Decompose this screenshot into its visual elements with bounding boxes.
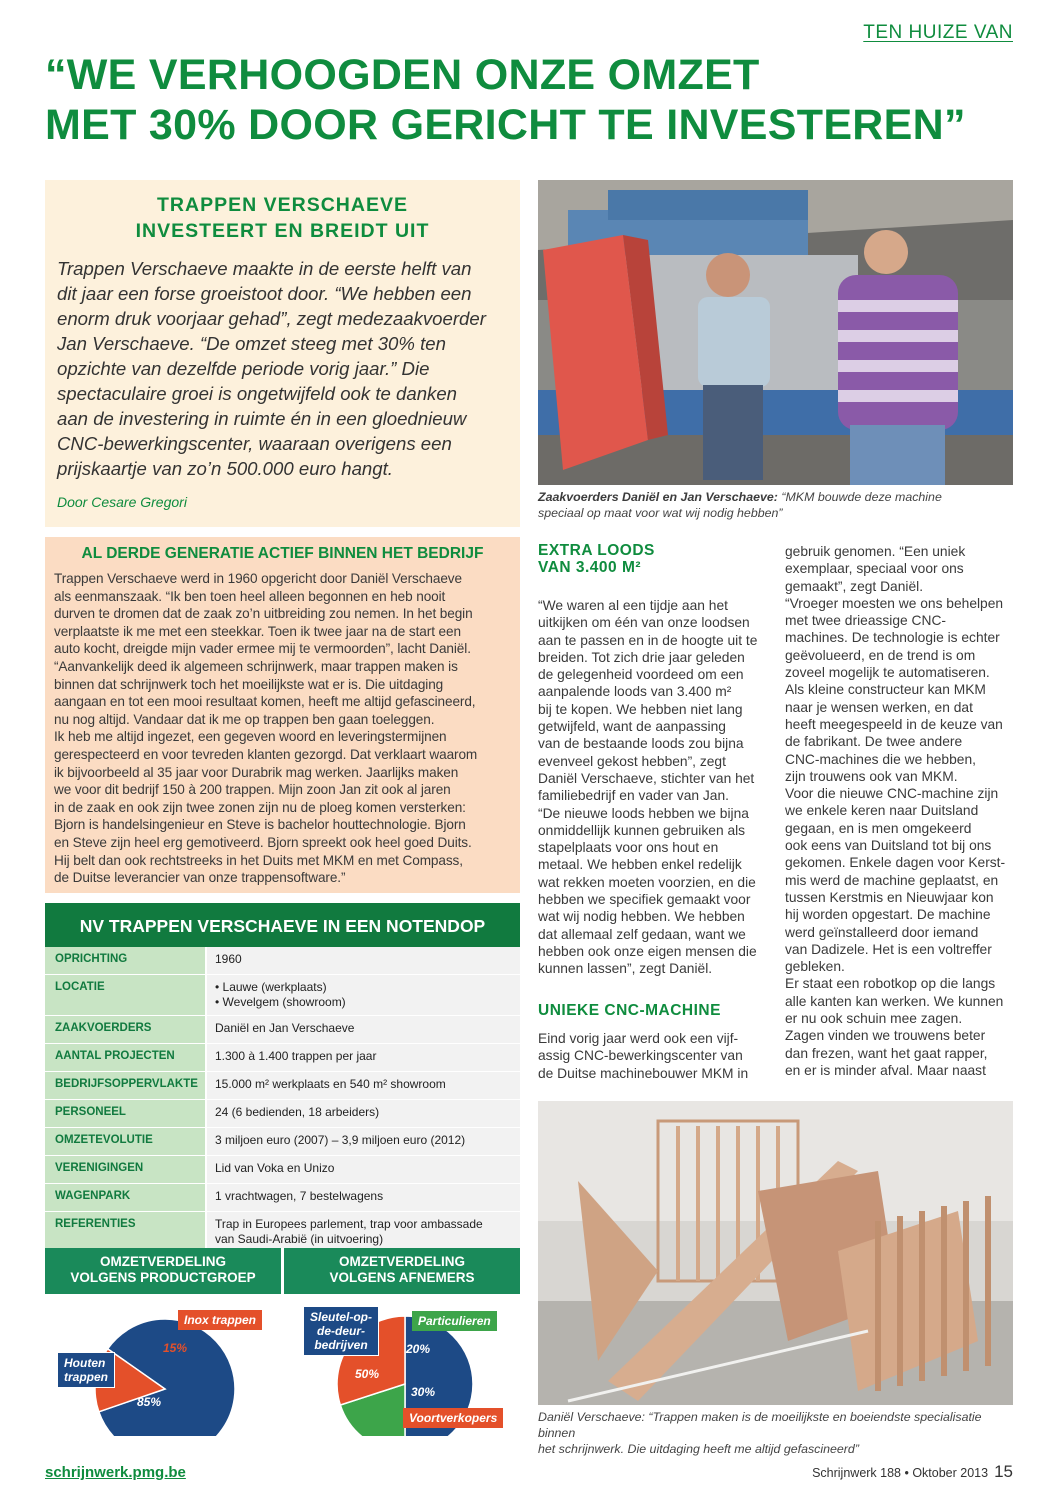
pie-area [45,1294,520,1436]
fact-value [207,1128,520,1155]
intro-text [57,256,512,481]
history-line: verplaatste ik me met een steekkar. Toen ik twee jaar na de start een [54,623,461,639]
intro-line: prijskaartje van zo’n 500.000 euro hangt. [57,458,393,479]
facts-title: NV TRAPPEN VERSCHAEVE IN EEN NOTENDOP [45,903,520,947]
col1-line: metaal. We hebben enkel redelijk [538,857,742,873]
fact-value [207,1100,520,1127]
col1-line: wat rekken moeten voorzien, en die [538,874,756,890]
fact-row [45,1128,520,1156]
fact-row [45,1044,520,1072]
col2-line: machines. De technologie is echter [785,630,1000,646]
caption-quote: “MKM bouwde deze machine [777,490,942,504]
fact-value-line: Daniël en Jan Verschaeve [215,1021,355,1035]
col2-line: geëvolueerd, en de trend is om [785,647,976,663]
section-tag: TEN HUIZE VAN [863,22,1013,43]
photo2-caption [538,1409,1013,1457]
intro-line: Jan Verschaeve. “De omzet steeg met 30% ten [57,333,446,354]
slice-label-line: bedrijven [314,1338,368,1352]
fact-label: AANTAL PROJECTEN [45,1044,205,1071]
slice-label-houten [57,1352,115,1388]
intro-line: opzichte van dezelfde periode vorig jaar.” Die [57,358,430,379]
col1-line: getwijfeld, want de aanpassing [538,719,726,735]
col1-line: aanpalende loods van 3.400 m² [538,684,732,700]
col2-line: exemplaar, speciaal voor ons [785,561,964,577]
col2-line: gegaan, en is men omgekeerd [785,820,972,836]
fact-value-line: 15.000 m² werkplaats en 540 m² showroom [215,1077,446,1091]
fact-value [207,1156,520,1183]
fact-row [45,1184,520,1212]
photo-machine-owners-image [538,180,1013,485]
history-line: de Duitse leverancier van onze trappensoftware.” [54,870,346,886]
photo-stairs [538,1101,1013,1405]
col2-line: gebruik genomen. “Een uniek [785,544,966,559]
col1-heading-line: VAN 3.400 M² [538,559,642,576]
col2-line: dan frezen, want het gaat rapper, [785,1045,988,1061]
history-line: nu nog altijd. Vandaar dat ik me op trappen ben gaan toeleggen. [54,711,435,727]
fact-value-line: Lid van Voka en Unizo [215,1161,335,1175]
value-label-50: 50% [355,1367,380,1381]
slice-label-line: trappen [64,1370,109,1384]
fact-label: OPRICHTING [45,947,205,974]
col1-line: Eind vorig jaar werd ook een vijf- [538,1031,739,1046]
facts-table [45,947,520,1257]
footer-issue-text: Schrijnwerk 188 • Oktober 2013 [812,1466,989,1480]
col2-line: ook eens van Duitsland tot bij ons [785,838,992,854]
col2-line: “Vroeger moesten we ons behelpen [785,595,1004,611]
col1-line: “De nieuwe loods hebben we bijna [538,805,749,821]
col2-line: van Dadizele. Het is een voltreffer [785,941,992,957]
history-line: binnen dat schrijnwerk toch het moeilijkste wat er is. Die uitdaging [54,676,444,692]
history-line: auto kocht, dreigde mijn vader ermee mij te vermoorden”, lacht Daniël. [54,641,471,657]
history-line: gerespecteerd en voor tevreden klanten gezorgd. Dat verklaart waarom [54,746,478,762]
value-label-30: 30% [411,1385,436,1399]
col1-line: wat wij nodig hebben. We hebben [538,909,745,925]
photo1-caption-line [538,489,1013,505]
col2-line: tussen Kerstmis en Nieuwjaar kon [785,889,994,905]
photo1-caption-line: speciaal op maat voor wat wij nodig hebben” [538,506,783,520]
history-line: Hij belt dan ook rechtstreeks in het Duits met MKM en met Compass, [54,852,463,868]
col1-line: aan te passen en in de hoogte uit te [538,632,758,648]
history-line: Trappen Verschaeve werd in 1960 opgericht door Daniël Verschaeve [54,571,462,586]
fact-value [207,1184,520,1211]
col2-line: gekomen. Enkele dagen voor Kerst- [785,855,1006,871]
headline [45,50,1025,150]
pie-right-title [284,1248,520,1294]
fact-label: PERSONEEL [45,1100,205,1127]
caption-speaker: Zaakvoerders Daniël en Jan Verschaeve: [538,490,778,504]
headline-line: MET 30% DOOR GERICHT TE INVESTEREN” [45,101,966,149]
fact-row [45,975,520,1016]
slice-label-inox: Inox trappen [178,1310,262,1330]
col1-line: bij te kopen. We hebben niet lang [538,701,743,717]
fact-value-line: 1960 [215,952,242,966]
fact-value [207,1044,520,1071]
col1-line: uitkijken om één van onze loodsen [538,615,750,631]
fact-row [45,1072,520,1100]
col2-line: Zagen vinden we trouwens beter [785,1028,986,1044]
col1-heading-1 [538,542,655,576]
value-label-20: 20% [406,1342,431,1356]
col1-heading-line: EXTRA LOODS [538,542,655,559]
col2-line: zoveel mogelijk te automatiseren. [785,665,990,681]
fact-row [45,1156,520,1184]
col2-line: naar je wensen werken, en dat [785,699,973,715]
col2-line: heeft meegespeeld in de keuze van [785,716,1003,732]
col2-line: hij worden opgestart. De machine [785,907,991,923]
col2-line: werd geïnstalleerd door iemand [785,924,979,940]
col1-line: de gelegenheid voordeed om een [538,667,744,683]
pie-left-chart [95,1319,235,1436]
value-label-15: 15% [163,1341,188,1355]
footer-site-link[interactable]: schrijnwerk.pmg.be [45,1464,186,1481]
fact-label: BEDRIJFSOPPERVLAKTE [45,1072,205,1099]
photo-stairs-image [538,1101,1013,1405]
fact-value-line: Trap in Europees parlement, trap voor ambassade [215,1217,483,1231]
slice-label-particulieren: Particulieren [412,1311,497,1331]
history-line: Bjorn is handelsingenieur en Steve is bachelor houttechnologie. Bjorn [54,817,466,833]
fact-value [207,1072,520,1099]
intro-title [45,192,520,244]
col1-line: familiebedrijf en vader van Jan. [538,788,729,804]
col1-line: stapelplaats voor ons hout en [538,840,719,856]
col2-line: mis werd de machine geplaatst, en [785,872,999,888]
fact-value-line: van Saudi-Arabië (in uitvoering) [215,1232,384,1246]
col1-line: hebben we specifiek gemaakt voor [538,892,751,908]
col1-line: “We waren al een tijdje aan het [538,598,728,613]
intro-line: CNC-bewerkingscenter, waaraan overigens een [57,433,452,454]
fact-value-line: 1.300 à 1.400 trappen per jaar [215,1049,377,1063]
slice-label-line: Sleutel-op- [310,1310,372,1324]
slice-label-line: Houten [64,1356,106,1370]
fact-label: ZAAKVOERDERS [45,1016,205,1043]
fact-row [45,947,520,975]
col2-line: Als kleine constructeur kan MKM [785,682,986,698]
photo-machine-owners [538,180,1013,485]
col1-line: Daniël Verschaeve, stichter van het [538,770,755,786]
col1-line: evenveel gekost hebben”, zegt [538,753,726,769]
fact-label: OMZETEVOLUTIE [45,1128,205,1155]
photo2-caption-line: Daniël Verschaeve: “Trappen maken is de moeilijkste en boeiendste specialisatie binnen [538,1410,982,1440]
history-line: aangaan en tot een mooi resultaat komen, heeft me altijd gefascineerd, [54,694,476,710]
pie-left-title-line: OMZETVERDELING [99,1254,226,1269]
fact-label: LOCATIE [45,975,205,1015]
fact-value-line: 1 vrachtwagen, 7 bestelwagens [215,1189,384,1203]
col2-line: Voor die nieuwe CNC-machine zijn [785,786,999,802]
col1-line: onmiddellijk kunnen gebruiken als [538,822,746,838]
value-label-85: 85% [137,1395,162,1409]
col1-line: kunnen lassen”, zegt Daniël. [538,961,713,977]
fact-label: WAGENPARK [45,1184,205,1211]
history-line: we voor dit bedrijf 150 à 200 trappen. Mijn zoon Jan zit ook al jaren [54,782,451,798]
col1-line: van de bestaande loods zou bijna [538,736,744,752]
slice-label-voortverkopers: Voortverkopers [403,1408,503,1428]
intro-line: enorm druk voorjaar gehad”, zegt medezaakvoerder [57,308,486,329]
intro-title-line: INVESTEERT EN BREIDT UIT [135,220,430,242]
photo1-caption [538,489,1013,521]
headline-line: “WE VERHOOGDEN ONZE OMZET [45,51,760,99]
history-line: “Aanvankelijk deed ik algemeen schrijnwerk, maar trappen maken is [54,658,458,674]
history-line: ik bijvoorbeeld al 35 jaar voor Durabrik mag werken. Jaarlijks maken [54,764,459,780]
col2-line: alle kanten kan werken. We kunnen [785,993,1004,1009]
history-line: durven te dromen dat de zaak zo’n uitbreiding zou nemen. In het begin [54,606,473,622]
col2-line: Er staat een robotkop op die langs [785,976,996,992]
page-number: 15 [994,1462,1013,1481]
col2-line: en er is minder afval. Maar naast [785,1062,986,1078]
slice-label-line: de-deur- [317,1324,365,1338]
history-text [54,570,516,887]
fact-value-line: 3 miljoen euro (2007) – 3,9 miljoen euro (2012) [215,1133,466,1147]
col2-line: we enkele keren naar Duitsland [785,803,979,819]
col1-body-2 [538,1030,766,1082]
fact-value [207,975,520,1015]
history-line: en Steve zijn heel erg gemotiveerd. Bjorn spreekt ook heel goed Duits. [54,834,472,850]
intro-line: Trappen Verschaeve maakte in de eerste helft van [57,258,472,279]
fact-row [45,1016,520,1044]
history-line: in de zaak en ook zijn twee zonen zijn nu de ploeg komen versterken: [54,799,466,815]
pie-right-title-line: VOLGENS AFNEMERS [329,1270,475,1285]
col1-line: breiden. Tot zich drie jaar geleden [538,649,745,665]
fact-value-line: • Lauwe (werkplaats) [215,980,327,994]
col2-body [785,543,1013,1079]
intro-title-line: TRAPPEN VERSCHAEVE [157,194,408,216]
history-line: als eenmanszaak. “Ik ben toen heel alleen begonnen en heb nooit [54,588,446,604]
history-title: AL DERDE GENERATIE ACTIEF BINNEN HET BEDRIJF [81,545,484,562]
col2-line: met twee drieassige CNC- [785,613,947,629]
col2-line: de fabrikant. De twee andere [785,734,963,750]
col2-line: gemaakt”, zegt Daniël. [785,578,924,594]
col1-line: dat allemaal zelf gedaan, want we [538,926,746,942]
col1-heading-2: UNIEKE CNC-MACHINE [538,1002,721,1019]
col2-line: gebleken. [785,959,845,975]
photo2-caption-line: het schrijnwerk. Die uitdaging heeft me altijd gefascineerd” [538,1442,859,1456]
col2-line: CNC-machines die we hebben, [785,751,976,767]
fact-value-line: 24 (6 bedienden, 18 arbeiders) [215,1105,380,1119]
footer-issue [812,1462,1013,1482]
fact-row [45,1100,520,1128]
intro-line: dit jaar een forse groeistoot door. “We hebben een [57,283,472,304]
pie-right-title-line: OMZETVERDELING [338,1254,465,1269]
col2-line: er nu ook schuin mee zagen. [785,1011,963,1027]
col1-line: assig CNC-bewerkingscenter van [538,1048,743,1064]
fact-label: VERENIGINGEN [45,1156,205,1183]
byline: Door Cesare Gregori [57,494,187,510]
intro-line: aan de investering in ruimte én in een gloednieuw [57,408,467,429]
fact-value [207,1016,520,1043]
slice-label-sleutel [303,1306,379,1356]
col1-line: hebben ook onze eigen mensen die [538,943,757,959]
fact-label: REFERENTIES [45,1212,205,1256]
fact-value-line: • Wevelgem (showroom) [215,995,346,1009]
pie-left-title-line: VOLGENS PRODUCTGROEP [70,1270,256,1285]
col1-body-1 [538,597,766,978]
pie-left-title [45,1248,281,1294]
intro-line: spectaculaire groei is ongetwijfeld ook te danken [57,383,458,404]
col1-line: de Duitse machinebouwer MKM in [538,1065,749,1081]
fact-value [207,947,520,974]
history-line: Ik heb me altijd ingezet, een gegeven woord en leveringstermijnen [54,729,447,745]
col2-line: zijn trouwens ook van MKM. [785,768,958,784]
